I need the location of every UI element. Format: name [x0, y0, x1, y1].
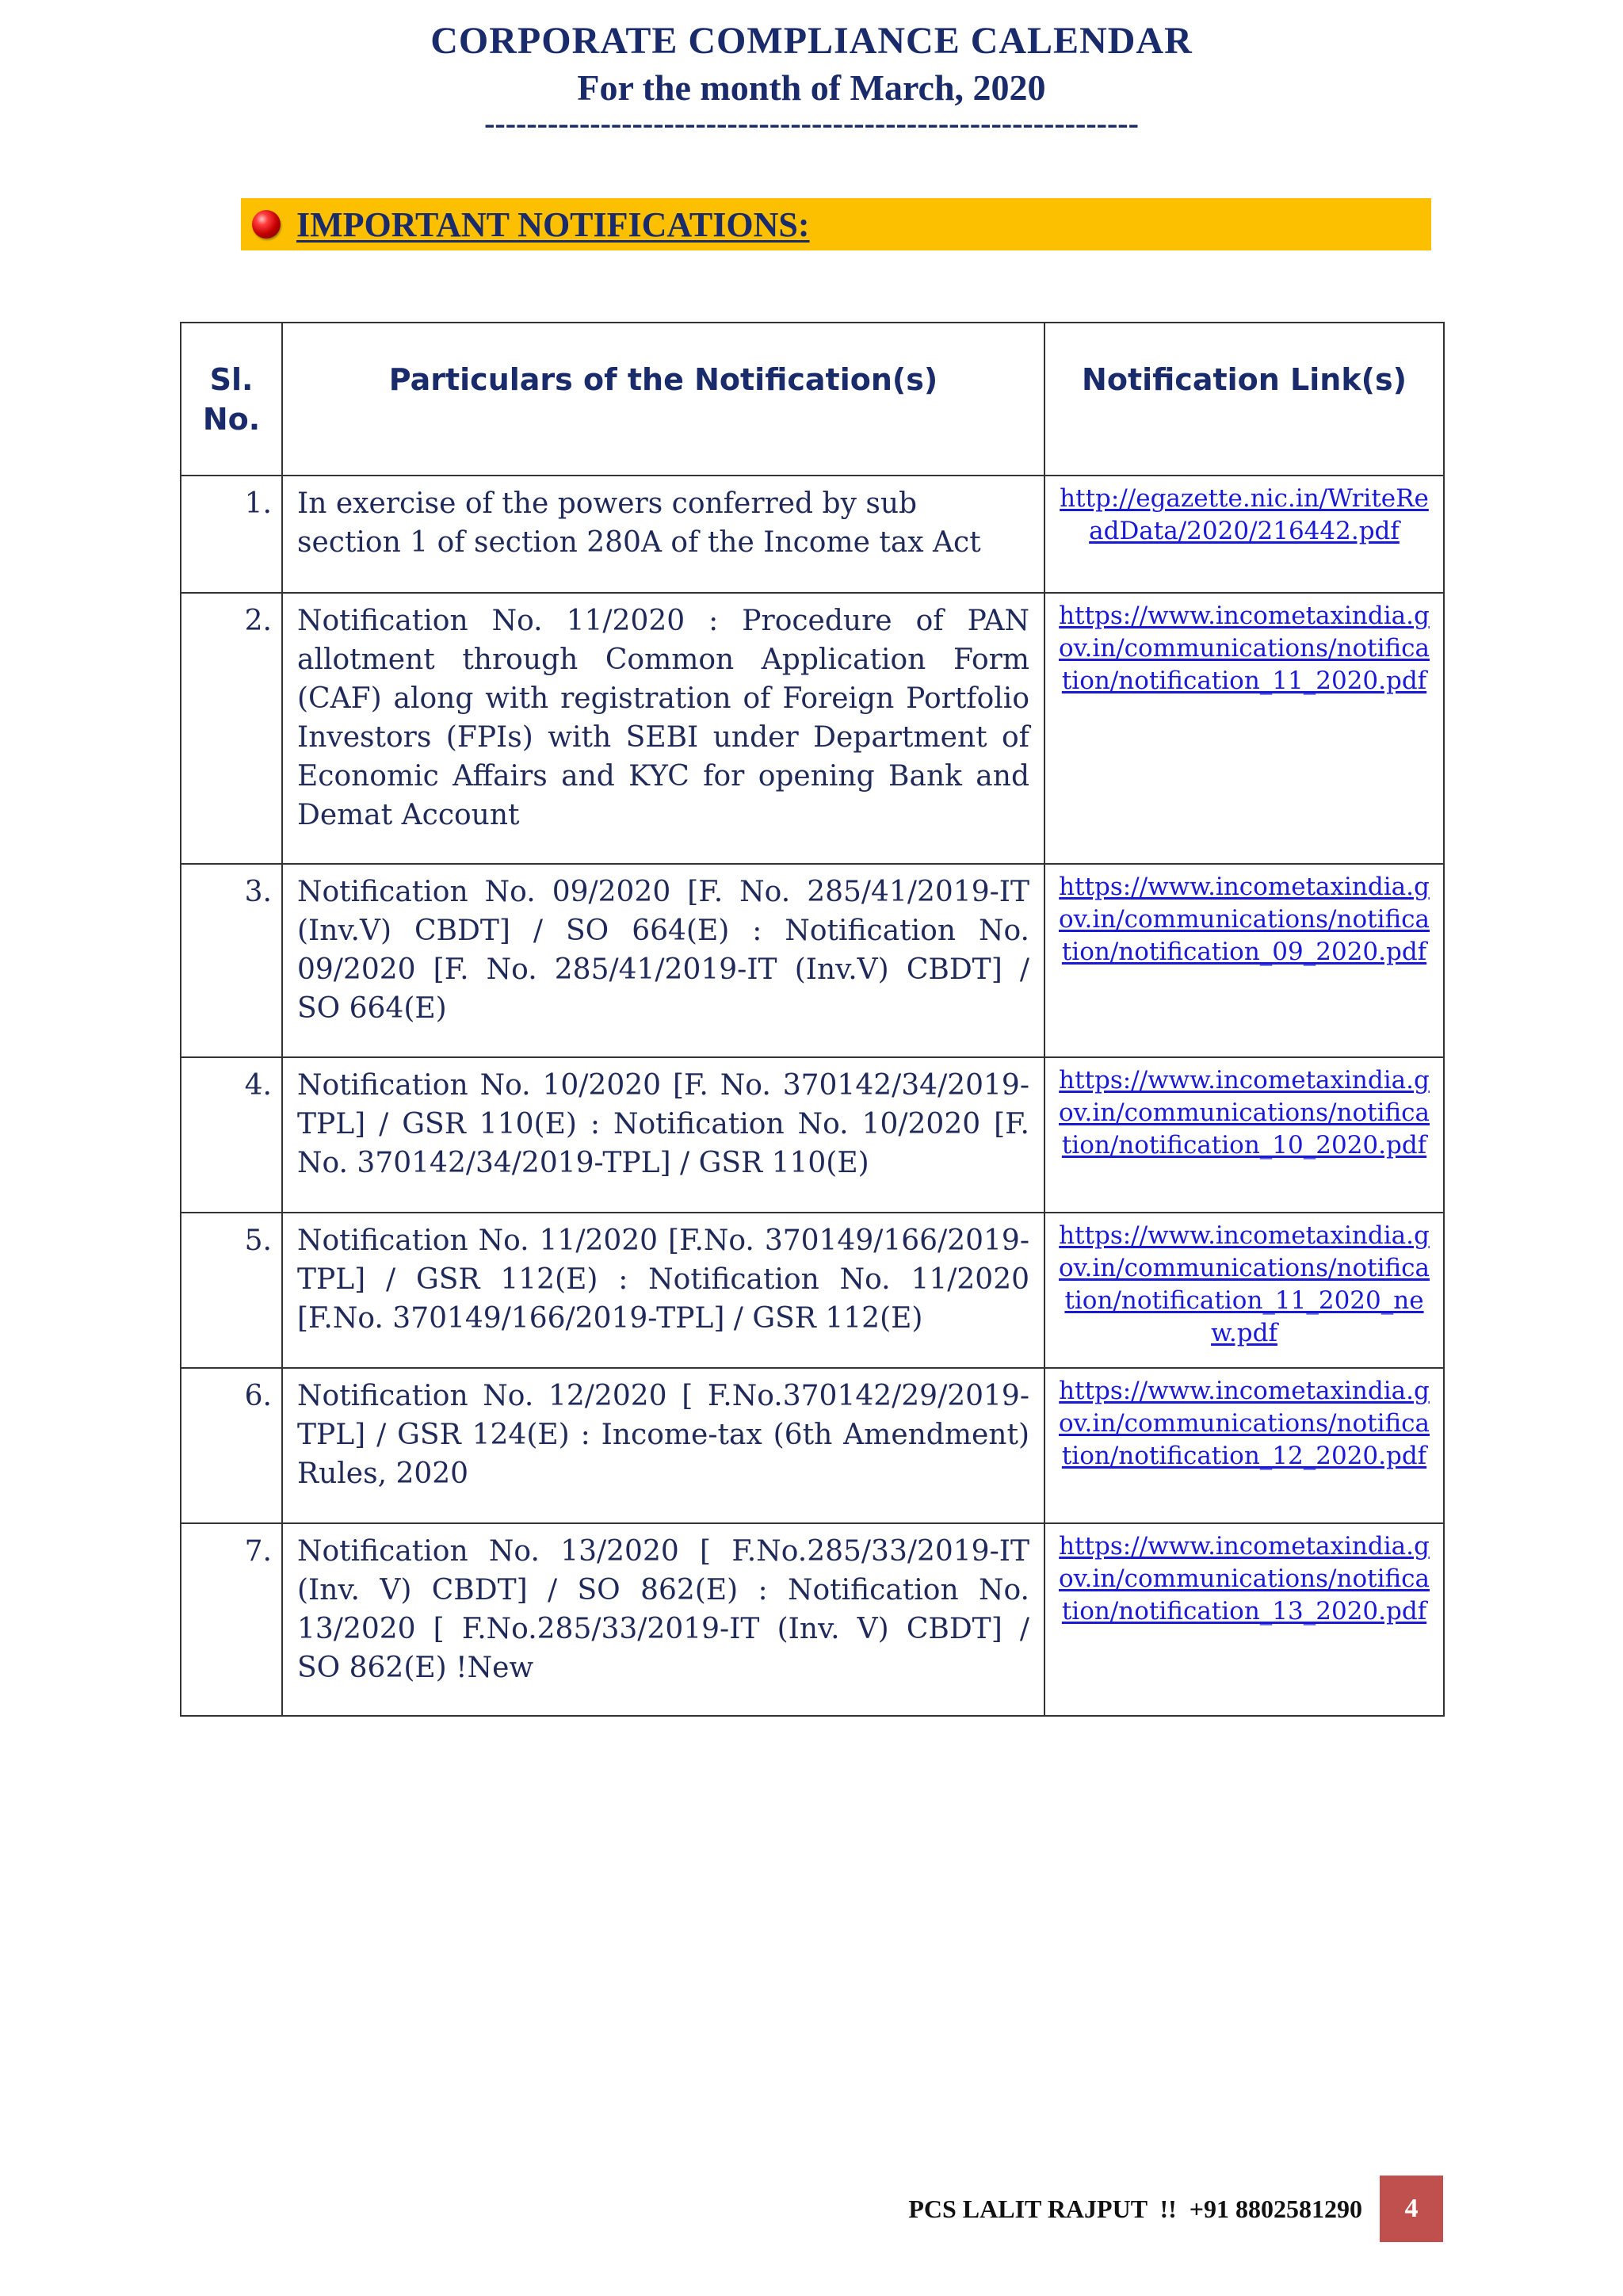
row-particulars: Notification No. 13/2020 [ F.No.285/33/2019-IT (Inv. V) CBDT] / SO 862(E) : Notification No. 13/2020 [ F.No.285/33/2019-IT (Inv. V) CBDT] / SO 862(E) !New — [282, 1523, 1044, 1716]
row-particulars: Notification No. 10/2020 [F. No. 370142/34/2019-TPL] / GSR 110(E) : Notification No. 10/2020 [F. No. 370142/34/2019-TPL] / GSR 110(E) — [282, 1057, 1044, 1213]
notifications-table — [180, 322, 1445, 1717]
notification-link[interactable]: http://egazette.nic.in/WriteReadData/2020/216442.pdf — [1060, 484, 1429, 545]
row-link-cell — [1044, 1368, 1444, 1523]
row-link-cell — [1044, 864, 1444, 1057]
section-title: IMPORTANT NOTIFICATIONS: — [296, 204, 810, 244]
column-header-particulars: Particulars of the Notification(s) — [282, 323, 1044, 476]
row-serial-number: 3. — [181, 864, 282, 1057]
row-particulars: Notification No. 11/2020 : Procedure of PAN allotment through Common Application Form (CAF) along with registration of Foreign Portfolio Investors (FPIs) with SEBI under Department of Economic Affairs and KYC for opening Bank and Demat Account — [282, 593, 1044, 864]
row-link-cell — [1044, 1057, 1444, 1213]
notification-link[interactable]: https://www.incometaxindia.gov.in/communications/notification/notification_12_2020.pdf — [1058, 1377, 1430, 1470]
section-banner — [241, 198, 1431, 250]
row-serial-number: 7. — [181, 1523, 282, 1716]
row-particulars: Notification No. 12/2020 [ F.No.370142/29/2019-TPL] / GSR 124(E) : Income-tax (6th Amendment) Rules, 2020 — [282, 1368, 1044, 1523]
header-divider: -------------------------------------------------------------- — [484, 105, 1139, 141]
notification-link[interactable]: https://www.incometaxindia.gov.in/communications/notification/notification_11_2020.pdf — [1058, 602, 1430, 695]
table-row — [181, 1213, 1444, 1368]
table-row — [181, 864, 1444, 1057]
notification-link[interactable]: https://www.incometaxindia.gov.in/communications/notification/notification_10_2020.pdf — [1058, 1066, 1430, 1159]
red-sphere-bullet-icon — [252, 210, 281, 239]
row-link-cell — [1044, 476, 1444, 593]
row-particulars: In exercise of the powers conferred by sub section 1 of section 280A of the Income tax Act — [282, 476, 1044, 593]
row-link-cell — [1044, 1213, 1444, 1368]
table-header-row — [181, 323, 1444, 476]
row-serial-number: 6. — [181, 1368, 282, 1523]
table-row — [181, 593, 1444, 864]
table-row — [181, 1523, 1444, 1716]
row-link-cell — [1044, 1523, 1444, 1716]
row-serial-number: 5. — [181, 1213, 282, 1368]
notification-link[interactable]: https://www.incometaxindia.gov.in/communications/notification/notification_13_2020.pdf — [1058, 1532, 1430, 1626]
table-row — [181, 1368, 1444, 1523]
page-header — [0, 17, 1623, 139]
row-link-cell — [1044, 593, 1444, 864]
page-number-badge: 4 — [1380, 2176, 1443, 2242]
row-particulars: Notification No. 11/2020 [F.No. 370149/166/2019-TPL] / GSR 112(E) : Notification No. 11/2020 [F.No. 370149/166/2019-TPL] / GSR 112(E) — [282, 1213, 1044, 1368]
table-row — [181, 1057, 1444, 1213]
column-header-sl-no: Sl. No. — [181, 323, 282, 476]
notification-link[interactable]: https://www.incometaxindia.gov.in/communications/notification/notification_09_2020.pdf — [1058, 873, 1430, 966]
row-serial-number: 4. — [181, 1057, 282, 1213]
page-subtitle: For the month of March, 2020 — [577, 67, 1046, 108]
page-title: CORPORATE COMPLIANCE CALENDAR — [430, 20, 1193, 62]
notification-link[interactable]: https://www.incometaxindia.gov.in/communications/notification/notification_11_2020_new.pdf — [1058, 1221, 1430, 1347]
row-particulars: Notification No. 09/2020 [F. No. 285/41/2019-IT (Inv.V) CBDT] / SO 664(E) : Notification No. 09/2020 [F. No. 285/41/2019-IT (Inv.V) CBDT] / SO 664(E) — [282, 864, 1044, 1057]
row-serial-number: 1. — [181, 476, 282, 593]
column-header-notification-links: Notification Link(s) — [1044, 323, 1444, 476]
table-row — [181, 476, 1444, 593]
row-serial-number: 2. — [181, 593, 282, 864]
footer-contact: PCS LALIT RAJPUT !! +91 8802581290 — [908, 2194, 1362, 2223]
page-footer — [908, 2176, 1443, 2242]
